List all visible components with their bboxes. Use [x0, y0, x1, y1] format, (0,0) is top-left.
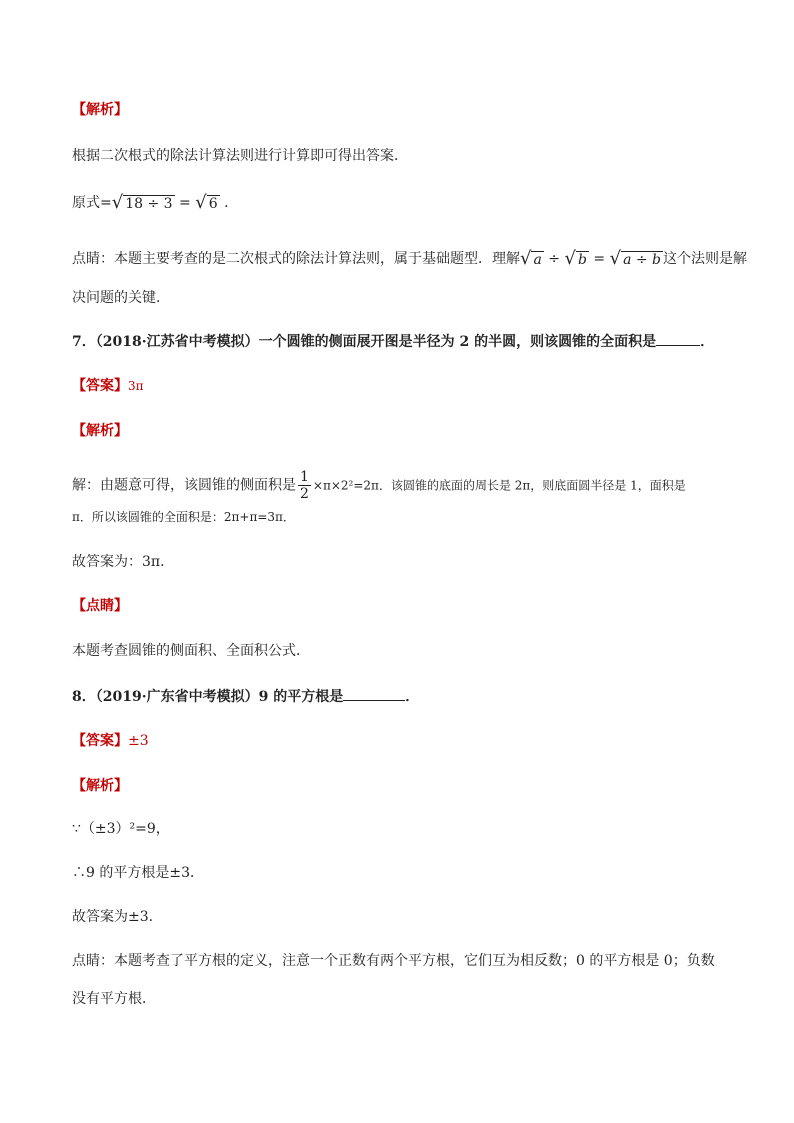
sqrt-expression: √ 18 ÷ 3	[111, 192, 173, 213]
solution-line-2: π．所以该圆锥的全面积是：2π+π=3π．	[72, 510, 295, 524]
question-source: （2019·广东省中考模拟）	[95, 689, 259, 705]
analysis-text: 根据二次根式的除法计算法则进行计算即可得出答案．	[72, 148, 408, 164]
comment-label: 【点睛】	[72, 598, 128, 614]
analysis-heading	[72, 776, 128, 796]
analysis-heading	[72, 100, 128, 120]
fraction-one-half: $\frac{1}{2}$	[300, 469, 309, 502]
analysis-label: 【解析】	[72, 102, 128, 118]
question-8: 8．（2019·广东省中考模拟）9 的平方根是 ．	[72, 686, 419, 707]
answer-blank	[656, 331, 700, 346]
solution-line-1: 解：由题意可得，该圆锥的侧面积是 $\frac{1}{2}$ ×π×2²=2π．该圆锥的底面的周长是 2π，则底面圆半径是 1，面积是	[72, 469, 686, 502]
answer-label: 【答案】	[72, 378, 128, 394]
sqrt-result: √ 6	[195, 192, 218, 213]
formula-prefix: 原式=	[72, 195, 112, 211]
comment-line-1: 点睛：本题考查了平方根的定义，注意一个正数有两个平方根，它们互为相反数；0 的平方根是 0；负数	[72, 953, 715, 969]
answer-value: ±3	[128, 733, 149, 749]
analysis-heading	[72, 421, 128, 441]
solution-line-1: ∵（±3）²=9，	[72, 821, 170, 837]
answer-line	[72, 376, 144, 396]
sqrt-a: √ a	[520, 248, 542, 269]
comment-text: 点睛：本题主要考查的是二次根式的除法计算法则，属于基础题型．理解	[72, 251, 520, 267]
question-text: 一个圆锥的侧面展开图是半径为 2 的半圆，则该圆锥的全面积是	[258, 334, 657, 350]
comment-line-2: 没有平方根．	[72, 991, 156, 1007]
question-number: 8．	[72, 689, 96, 705]
answer-value: 3π	[128, 379, 144, 393]
comment-line-2: 决问题的关键．	[72, 290, 170, 306]
answer-label: 【答案】	[72, 733, 128, 749]
answer-line	[72, 731, 149, 751]
comment-text: 本题考查圆锥的侧面积、全面积公式．	[72, 643, 310, 659]
conclusion-line: 故答案为：3π．	[72, 554, 175, 570]
answer-blank	[343, 686, 405, 701]
analysis-label: 【解析】	[72, 423, 128, 439]
comment-heading	[72, 596, 128, 616]
sqrt-b: √ b	[564, 248, 587, 269]
question-source: （2018·江苏省中考模拟）	[95, 334, 259, 350]
comment-line-1: 点睛：本题主要考查的是二次根式的除法计算法则，属于基础题型．理解 √ a ÷ √ b = √ a ÷ b 这个法则是解	[72, 248, 748, 269]
solution-line-2: ∴9 的平方根是±3．	[72, 865, 204, 881]
formula-line: 原式= √ 18 ÷ 3 = √ 6 ．	[72, 192, 239, 213]
question-text: 9 的平方根是	[258, 689, 344, 705]
sqrt-ab: √ a ÷ b	[609, 248, 662, 269]
equals-sign: =	[179, 195, 191, 211]
analysis-label: 【解析】	[72, 778, 128, 794]
conclusion-line: 故答案为±3．	[72, 909, 163, 925]
question-7: 7．（2018·江苏省中考模拟）一个圆锥的侧面展开图是半径为 2 的半圆，则该圆锥的全面积是 ．	[72, 331, 714, 352]
question-number: 7．	[72, 334, 96, 350]
